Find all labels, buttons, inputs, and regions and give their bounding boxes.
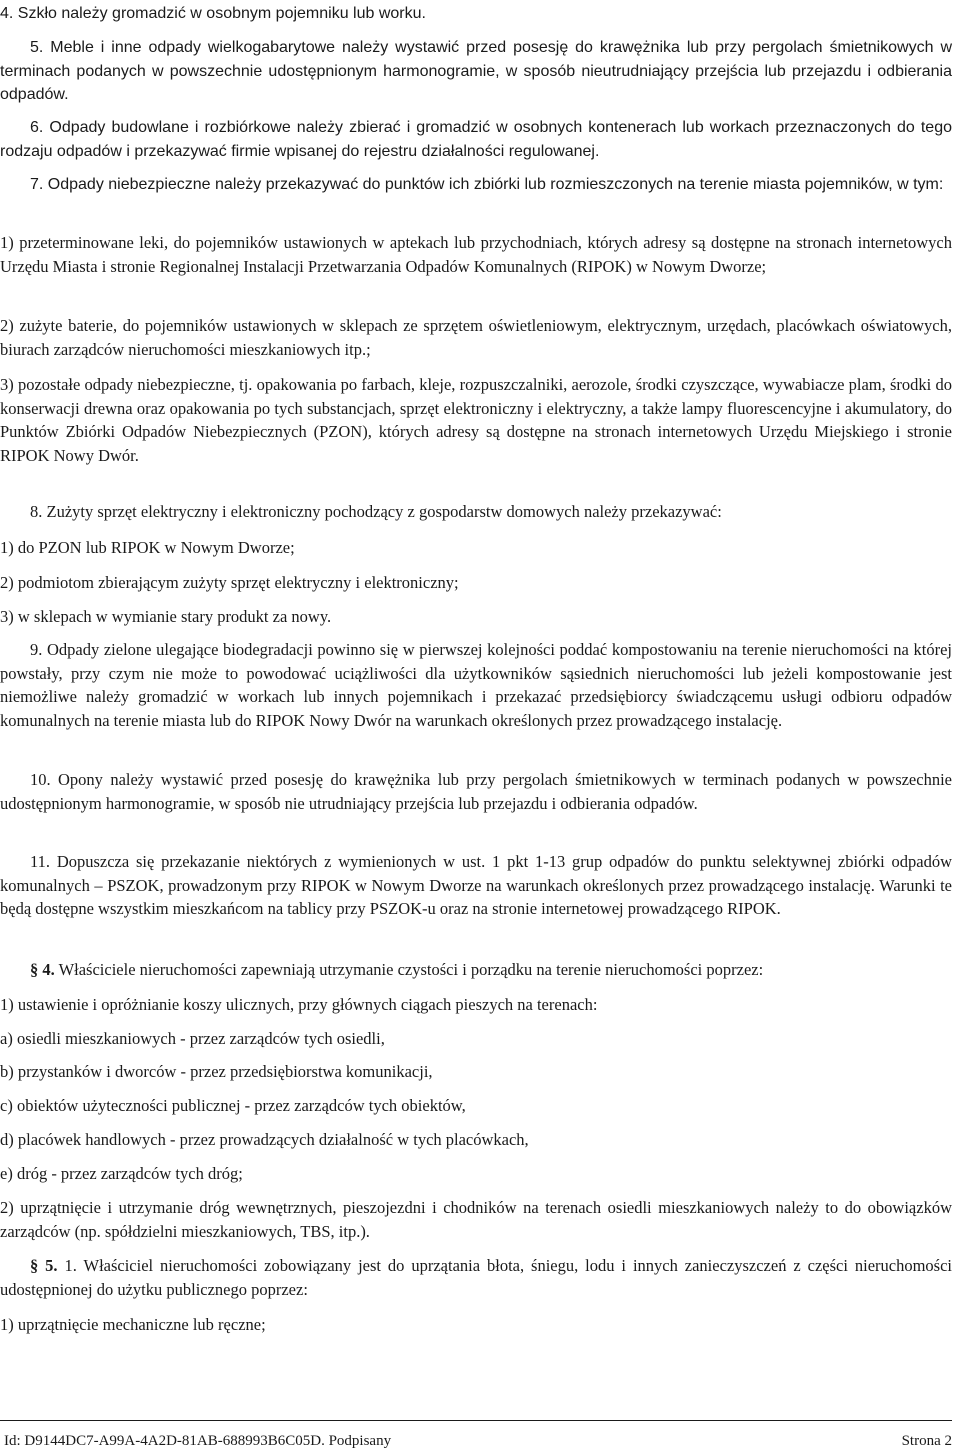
paragraph-7-item-2: 2) zużyte baterie, do pojemników ustawionych w sklepach ze sprzętem oświetleniowym, elektrycznym, urzędach, placówkach oświatowych, biurach zarządców nieruchomości mieszkaniowych itp.; <box>0 316 952 359</box>
section-5-text: 1. Właściciel nieruchomości zobowiązany jest do uprzątania błota, śniegu, lodu i innych zanieczyszczeń z części nieruchomości udostępnionej do użytku publicznego poprzez: <box>0 1256 952 1299</box>
section-5-item-1: 1) uprzątnięcie mechaniczne lub ręczne; <box>0 1315 266 1334</box>
footer-page-number: Strona 2 <box>901 1433 952 1449</box>
paragraph-9: 9. Odpady zielone ulegające biodegradacji powinno się w pierwszej kolejności poddać kompostowaniu na terenie nieruchomości na której powstały, przy czym nie może to powodować uciążliwości dla użytkowników sąsiednich nieruchomości lub jeżeli kompostowanie jest niemożliwe należy gromadzić w workach lub innych pojemnikach i przekazać przedsiębiorcy świadczącemu usługi odbioru odpadów komunalnych na terenie miasta lub do RIPOK Nowy Dwór na warunkach określonych przez prowadzącego instalację. <box>0 640 952 730</box>
paragraph-5: 5. Meble i inne odpady wielkogabarytowe należy wystawić przed posesję do krawężnika lub przy pergolach śmietnikowych w terminach podanych w powszechnie udostępnionym harmonogramie, w sposób nieutrudniający przejścia lub przejazdu i odbierania odpadów. <box>0 39 952 103</box>
paragraph-8-item-3: 3) w sklepach w wymianie stary produkt za nowy. <box>0 607 332 626</box>
section-4-item-1c: c) obiektów użyteczności publicznej - przez zarządców tych obiektów, <box>0 1096 466 1115</box>
paragraph-6: 6. Odpady budowlane i rozbiórkowe należy zbierać i gromadzić w osobnych kontenerach lub workach przeznaczonych do tego rodzaju odpadów i przekazywać firmie wpisanej do rejestru działalności regulowanej. <box>0 119 952 160</box>
paragraph-4: 4. Szkło należy gromadzić w osobnym pojemniku lub worku. <box>0 5 426 22</box>
paragraph-8-item-1: 1) do PZON lub RIPOK w Nowym Dworze; <box>0 538 295 557</box>
section-4-item-1a: a) osiedli mieszkaniowych - przez zarządców tych osiedli, <box>0 1029 385 1048</box>
section-4-item-1d: d) placówek handlowych - przez prowadzących działalność w tych placówkach, <box>0 1130 529 1149</box>
paragraph-10: 10. Opony należy wystawić przed posesję do krawężnika lub przy pergolach śmietnikowych w terminach podanych w powszechnie udostępnionym harmonogramie, w sposób nie utrudniający przejścia lub przejazdu i odbierania odpadów. <box>0 770 952 813</box>
section-4 <box>0 958 952 982</box>
paragraph-7-item-1: 1) przeterminowane leki, do pojemników ustawionych w aptekach lub przychodniach, których adresy są dostępne na stronach internetowych Urzędu Miasta i stronie Regionalnej Instalacji Przetwarzania Odpadów Komunalnych (RIPOK) w Nowym Dworze; <box>0 233 952 276</box>
section-4-item-1e: e) dróg - przez zarządców tych dróg; <box>0 1164 243 1183</box>
section-5 <box>0 1254 952 1301</box>
section-5-label: § 5. <box>30 1256 58 1275</box>
section-4-item-2: 2) uprzątnięcie i utrzymanie dróg wewnętrznych, pieszojezdni i chodników na terenach osiedli mieszkaniowych należy to do obowiązków zarządców (np. spółdzielni mieszkaniowych, TBS, itp.). <box>0 1198 952 1241</box>
paragraph-7-item-3: 3) pozostałe odpady niebezpieczne, tj. opakowania po farbach, kleje, rozpuszczalniki, aerozole, środki czyszczące, wywabiacze plam, środki do konserwacji drewna oraz opakowania po tych substancjach, sprzęt elektroniczny i elektryczny, a także lampy fluorescencyjne i akumulatory, do Punktów Zbiórki Odpadów Niebezpiecznych (PZON), których adresy są dostępne na stronach internetowych Urzędu Miejskiego i stronie RIPOK Nowy Dwór. <box>0 375 952 465</box>
paragraph-11: 11. Dopuszcza się przekazanie niektórych z wymienionych w ust. 1 pkt 1-13 grup odpadów do punktu selektywnej zbiórki odpadów komunalnych – PSZOK, prowadzonym przy RIPOK w Nowym Dworze na warunkach określonych przez prowadzącego instalację. Warunki te będą dostępne wszystkim mieszkańcom na tablicy przy PSZOK-u oraz na stronie internetowej prowadzącego RIPOK. <box>0 852 952 918</box>
section-4-text: Właściciele nieruchomości zapewniają utrzymanie czystości i porządku na terenie nieruchomości poprzez: <box>54 960 764 979</box>
section-4-label: § 4. <box>30 960 55 979</box>
footer-document-id: Id: D9144DC7-A99A-4A2D-81AB-688993B6C05D. Podpisany <box>4 1433 392 1449</box>
section-4-item-1b: b) przystanków i dworców - przez przedsiębiorstwa komunikacji, <box>0 1062 433 1081</box>
footer-divider <box>0 1420 952 1421</box>
paragraph-7: 7. Odpady niebezpieczne należy przekazywać do punktów ich zbiórki lub rozmieszczonych na terenie miasta pojemników, w tym: <box>30 176 944 193</box>
section-4-item-1: 1) ustawienie i opróżnianie koszy ulicznych, przy głównych ciągach pieszych na terenach: <box>0 995 598 1014</box>
paragraph-8: 8. Zużyty sprzęt elektryczny i elektroniczny pochodzący z gospodarstw domowych należy przekazywać: <box>30 502 722 521</box>
paragraph-8-item-2: 2) podmiotom zbierającym zużyty sprzęt elektryczny i elektroniczny; <box>0 573 459 592</box>
